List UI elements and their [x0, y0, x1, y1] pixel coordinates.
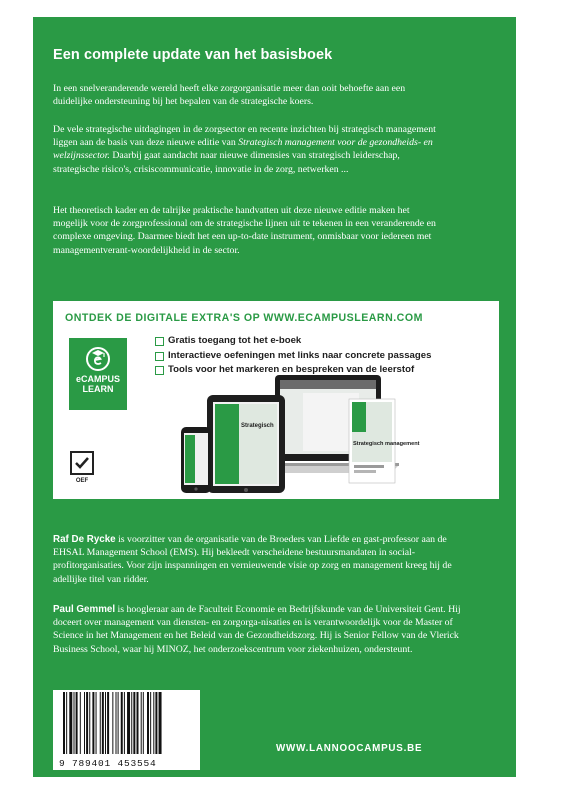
book-cover-title: Strategisch management — [353, 441, 420, 447]
printed-book — [349, 399, 420, 483]
tablet-book-title: Strategisch — [241, 423, 274, 429]
oef-label: OEF — [75, 478, 89, 484]
tablet-device — [207, 395, 285, 493]
author-text-de-rycke: is voorzitter van de organisatie van de Broeders van Liefde en gast-professor aan de EHSAL Management School (EMS). Hij bekleedt verscheidene bestuursmandaten in social-profitorganisaties. Voor zijn inspanningen en vernieuwende visie op zorg en management kreeg hij de adellijke titel van ridder. — [53, 534, 452, 585]
author-text-gemmel: is hoogleraar aan de Faculteit Economie en Bedrijfskunde van de Universiteit Gent. Hij doceert over management van diensten- en zorgorga-nisaties en is verantwoordelijk voor de Master of Science in het Management en het Beleid van de Gezondheidszorg. Hij is Senior Fellow van de Vlerick Business School, waar hij MINOZ, het onderzoekscentrum voor ziekenhuizen, ondersteunt. — [53, 604, 461, 655]
intro-paragraph — [53, 82, 443, 108]
ecampus-learn-badge — [69, 338, 127, 410]
author-bio-de-rycke — [53, 533, 473, 586]
description-text-b: Daarbij gaat aandacht naar nieuwe dimensies van strategisch leiderschap, strategische risico's, crisiscommunicatie, innovatie in de zorg, netwerken ... — [53, 150, 400, 175]
page-title: Een complete update van het basisboek — [53, 47, 333, 63]
intro-text: In een snelveranderende wereld heeft elke zorgorganisatie meer dan ooit behoefte aan een duidelijke ondersteuning bij het bepalen van de strategische koers. — [53, 83, 406, 108]
feature-item-exercises: Interactieve oefeningen met links naar concrete passages — [155, 349, 431, 364]
oef-logo — [69, 451, 95, 484]
barcode-number: 9 789401 453554 — [59, 758, 157, 769]
feature-item-tools: Tools voor het markeren en bespreken van de leerstof — [155, 363, 431, 378]
barcode — [53, 690, 200, 770]
badge-line1: eCAMPUS — [75, 374, 120, 384]
feature-item-ebook: Gratis toegang tot het e-boek — [155, 334, 431, 349]
phone-device — [181, 427, 211, 493]
checkmark-box-icon — [70, 451, 94, 475]
barcode-bars — [53, 690, 200, 756]
back-cover — [33, 17, 516, 777]
author-name-gemmel: Paul Gemmel — [53, 604, 116, 615]
website-url: WWW.LANNOOCAMPUS.BE — [276, 743, 423, 754]
book-title-italic: Strategisch management voor de gezondheids- en welzijnssector. — [53, 137, 433, 162]
framework-paragraph — [53, 204, 443, 257]
digital-extras-panel — [53, 301, 499, 499]
framework-text: Het theoretisch kader en de talrijke praktische handvatten uit deze nieuwe editie maken het mogelijk voor de zorgprofessional om de strategische lijnen uit te tekenen in een veranderende en complexe omgeving. Daarmee biedt het een up-to-date instrument, onmisbaar voor iedereen met managementverant-woordelijkheid in de sector. — [53, 205, 436, 256]
description-paragraph — [53, 123, 443, 176]
description-text-a: De vele strategische uitdagingen in de zorgsector en recente inzichten bij strategisch management liggen aan de basis van deze nieuwe editie van — [53, 124, 436, 149]
devices-illustration — [153, 369, 420, 497]
author-bio-gemmel — [53, 603, 473, 656]
graduation-cap-e-icon — [84, 344, 112, 372]
badge-line2: LEARN — [82, 384, 114, 394]
digital-extras-heading: ONTDEK DE DIGITALE EXTRA'S OP WWW.ECAMPUSLEARN.COM — [65, 312, 423, 324]
author-name-de-rycke: Raf De Rycke — [53, 534, 116, 545]
